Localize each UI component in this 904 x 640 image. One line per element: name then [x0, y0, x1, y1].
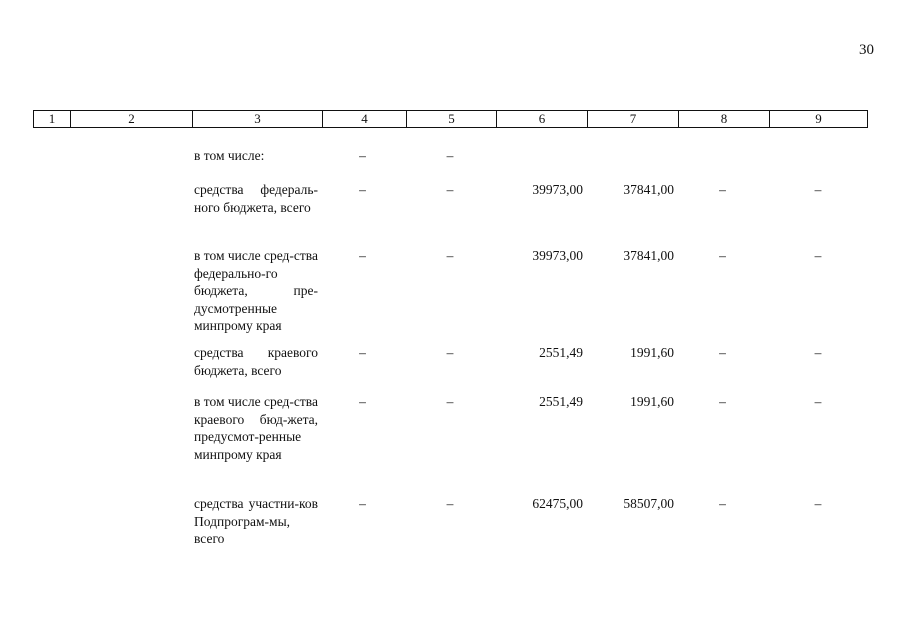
header-cell-5: 5 [407, 111, 497, 127]
row-description: в том числе сред-ства федерально-го бюджета, пре-дусмотренные минпрому края [194, 248, 318, 333]
cell-col7: 1991,60 [630, 345, 674, 360]
header-cell-6: 6 [497, 111, 588, 127]
header-cell-9: 9 [815, 111, 822, 126]
header-cell-2: 2 [71, 111, 193, 127]
cell-col5: – [446, 345, 454, 360]
cell-col5: – [446, 148, 454, 163]
cell-col5: – [446, 394, 454, 409]
cell-col8: – [719, 182, 726, 197]
header-cell-1: 1 [34, 111, 71, 127]
cell-col4: – [359, 248, 366, 263]
cell-col7: 37841,00 [623, 248, 674, 263]
cell-col7: 37841,00 [623, 182, 674, 197]
cell-col6: 2551,49 [539, 394, 583, 409]
cell-col9: – [814, 182, 822, 197]
cell-col9: – [814, 496, 822, 511]
cell-col5: – [446, 182, 454, 197]
page-number: 30 [859, 42, 874, 58]
header-cell-8: 8 [679, 111, 770, 127]
cell-col4: – [359, 345, 366, 360]
cell-col5: – [446, 496, 454, 511]
header-cell-3: 3 [193, 111, 323, 127]
row-description: средства федераль-ного бюджета, всего [194, 182, 318, 215]
cell-col6: 39973,00 [532, 182, 583, 197]
cell-col4: – [359, 182, 366, 197]
row-description: средства краевого бюджета, всего [194, 345, 318, 378]
header-cell-4: 4 [323, 111, 407, 127]
cell-col7: 1991,60 [630, 394, 674, 409]
cell-col4: – [359, 148, 366, 163]
cell-col8: – [719, 248, 726, 263]
cell-col6: 62475,00 [532, 496, 583, 511]
cell-col9: – [814, 345, 822, 360]
row-description: средства участни-ков Подпрограм-мы, всего [194, 496, 318, 546]
cell-col8: – [719, 496, 726, 511]
cell-col5: – [446, 248, 454, 263]
row-description: в том числе сред-ства краевого бюд-жета, предусмот-ренные минпрому края [194, 394, 318, 462]
cell-col9: – [814, 248, 822, 263]
cell-col8: – [719, 345, 726, 360]
header-cell-7: 7 [588, 111, 679, 127]
cell-col4: – [359, 496, 366, 511]
cell-col9: – [814, 394, 822, 409]
cell-col6: 2551,49 [539, 345, 583, 360]
cell-col7: 58507,00 [623, 496, 674, 511]
cell-col8: – [719, 394, 726, 409]
table-header-row [33, 110, 868, 128]
cell-col6: 39973,00 [532, 248, 583, 263]
row-description: в том числе: [194, 148, 265, 163]
cell-col4: – [359, 394, 366, 409]
